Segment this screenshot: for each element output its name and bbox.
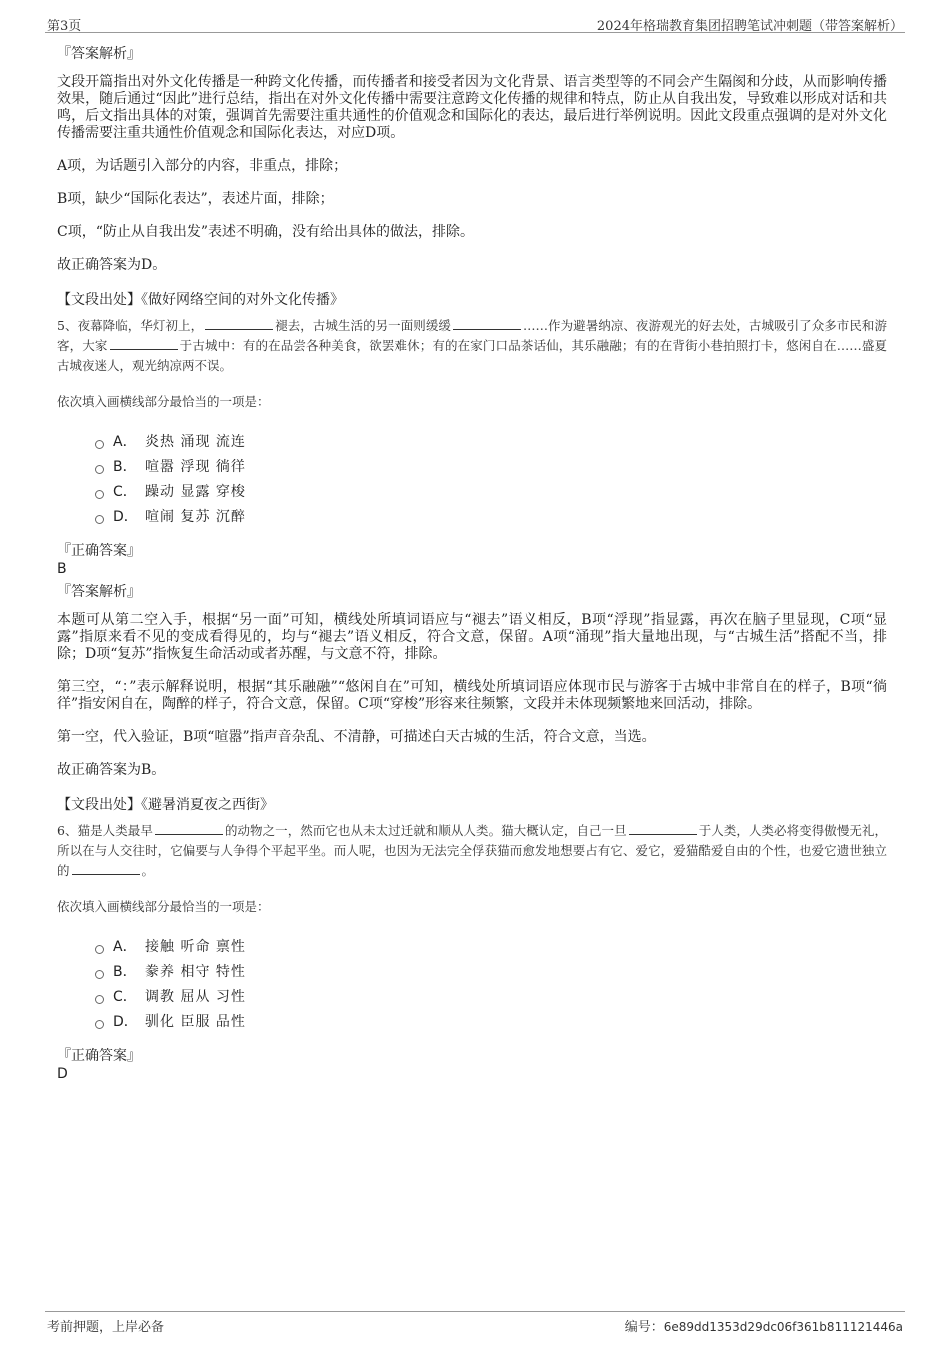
question-6-prompt: 依次填入画横线部分最恰当的一项是： <box>57 899 270 914</box>
document-code: 编号：6e89dd1353d29dc06f361b811121446a <box>624 1320 903 1335</box>
question-5-prompt: 依次填入画横线部分最恰当的一项是： <box>57 394 270 409</box>
radio-button-icon[interactable] <box>95 440 104 449</box>
radio-button-icon[interactable] <box>95 465 104 474</box>
fill-blank <box>205 317 273 330</box>
fill-blank <box>453 317 521 330</box>
question-5-options <box>95 430 887 530</box>
document-title: 2024年格瑞教育集团招聘笔试冲刺题（带答案解析） <box>596 19 903 34</box>
analysis-paragraph: B项，缺少“国际化表达”，表述片面，排除； <box>57 191 334 207</box>
analysis-paragraph: 文段开篇指出对外文化传播是一种跨文化传播，而传播者和接受者因为文化背景、语言类型等的不同会产生隔阂和分歧，从而影响传播效果，随后通过“因此”进行总结，指出在对外文化传播中需要注意跨文化传播的规律和特点，防止从自我出发，导致难以形成对话和共鸣，后文指出具体的对策，强调首先需要注重共通性的价值观念和国际化的表达，最后进行举例说明。因此文段重点强调的是对外文化传播需要注重共通性价值观念和国际化表达，对应D项。 <box>57 74 887 141</box>
fill-blank <box>72 862 140 875</box>
question-5-stem: 5、夜幕降临，华灯初上， 褪去，古城生活的另一面则缓缓 ……作为避暑纳凉、夜游观光的好去处，古城吸引了众多市民和游客，大家 于古城中：有的在品尝各种美食，欲罢难休；有的在家门口品茶话仙，其乐融融；有的在背街小巷拍照打卡，悠闲自在……盛夏古城夜迷人，观光纳凉两不误。 <box>57 318 887 373</box>
option-d[interactable]: D． 驯化 臣服 品性 <box>95 1010 887 1035</box>
option-c[interactable]: C． 躁动 显露 穿梭 <box>95 480 887 505</box>
analysis-paragraph: A项，为话题引入部分的内容，非重点，排除； <box>57 158 348 174</box>
fill-blank <box>110 337 178 350</box>
option-b[interactable]: B． 喧嚣 浮现 徜徉 <box>95 455 887 480</box>
option-b[interactable]: B． 豢养 相守 特性 <box>95 960 887 985</box>
fill-blank <box>155 822 223 835</box>
correct-answer-label: 『正确答案』 <box>57 543 141 559</box>
page-footer <box>45 1311 905 1336</box>
analysis-paragraph: 第三空，“：”表示解释说明，根据“其乐融融”“悠闲自在”可知，横线处所填词语应体现市民与游客于古城中非常自在的样子，B项“徜徉”指安闲自在，陶醉的样子，符合文意，保留。C项“穿梭”形容来往频繁，文段并未体现频繁地来回活动，排除。 <box>57 679 887 712</box>
page-number: 第3页 <box>47 19 82 34</box>
radio-button-icon[interactable] <box>95 1020 104 1029</box>
option-a[interactable]: A． 炎热 涌现 流连 <box>95 430 887 455</box>
option-c[interactable]: C． 调教 屈从 习性 <box>95 985 887 1010</box>
radio-button-icon[interactable] <box>95 995 104 1004</box>
fill-blank <box>629 822 697 835</box>
analysis-label: 『答案解析』 <box>57 584 141 600</box>
source-citation: 【文段出处】《避暑消夏夜之西街》 <box>57 797 274 813</box>
option-a[interactable]: A． 接触 听命 禀性 <box>95 935 887 960</box>
question-6-options <box>95 935 887 1035</box>
radio-button-icon[interactable] <box>95 945 104 954</box>
analysis-label: 『答案解析』 <box>57 46 141 62</box>
analysis-paragraph: C项，“防止从自我出发”表述不明确，没有给出具体的做法，排除。 <box>57 224 475 240</box>
radio-button-icon[interactable] <box>95 490 104 499</box>
option-d[interactable]: D． 喧闹 复苏 沉醉 <box>95 505 887 530</box>
page-header <box>45 10 905 33</box>
analysis-conclusion: 故正确答案为D。 <box>57 257 167 273</box>
source-citation: 【文段出处】《做好网络空间的对外文化传播》 <box>57 292 344 308</box>
analysis-paragraph: 本题可从第二空入手，根据“另一面”可知，横线处所填词语应与“褪去”语义相反，B项“浮现”指显露，再次在脑子里显现，C项“显露”指原来看不见的变成看得见的，均与“褪去”语义相反，符合文意，保留。A项“涌现”指大量地出现，与“古城生活”搭配不当，排除；D项“复苏”指恢复生命活动或者苏醒，与文意不符，排除。 <box>57 612 887 662</box>
footer-slogan: 考前押题，上岸必备 <box>47 1320 165 1335</box>
radio-button-icon[interactable] <box>95 515 104 524</box>
analysis-conclusion: 故正确答案为B。 <box>57 762 166 778</box>
correct-answer-value: D <box>57 1066 68 1082</box>
question-6-stem: 6、猫是人类最早 的动物之一，然而它也从未太过迁就和顺从人类。猫大概认定，自己一旦 于人类，人类必将变得傲慢无礼，所以在与人交往时，它偏要与人争得个平起平坐。而人呢，也因为无法完全俘获猫而愈发地想要占有它、爱它，爱猫酷爱自由的个性，也爱它遗世独立的 。 <box>57 823 887 878</box>
analysis-paragraph: 第一空，代入验证，B项“喧嚣”指声音杂乱、不清静，可描述白天古城的生活，符合文意，当选。 <box>57 729 656 745</box>
correct-answer-label: 『正确答案』 <box>57 1048 141 1064</box>
radio-button-icon[interactable] <box>95 970 104 979</box>
page-content <box>57 44 887 1087</box>
correct-answer-value: B <box>57 561 67 577</box>
